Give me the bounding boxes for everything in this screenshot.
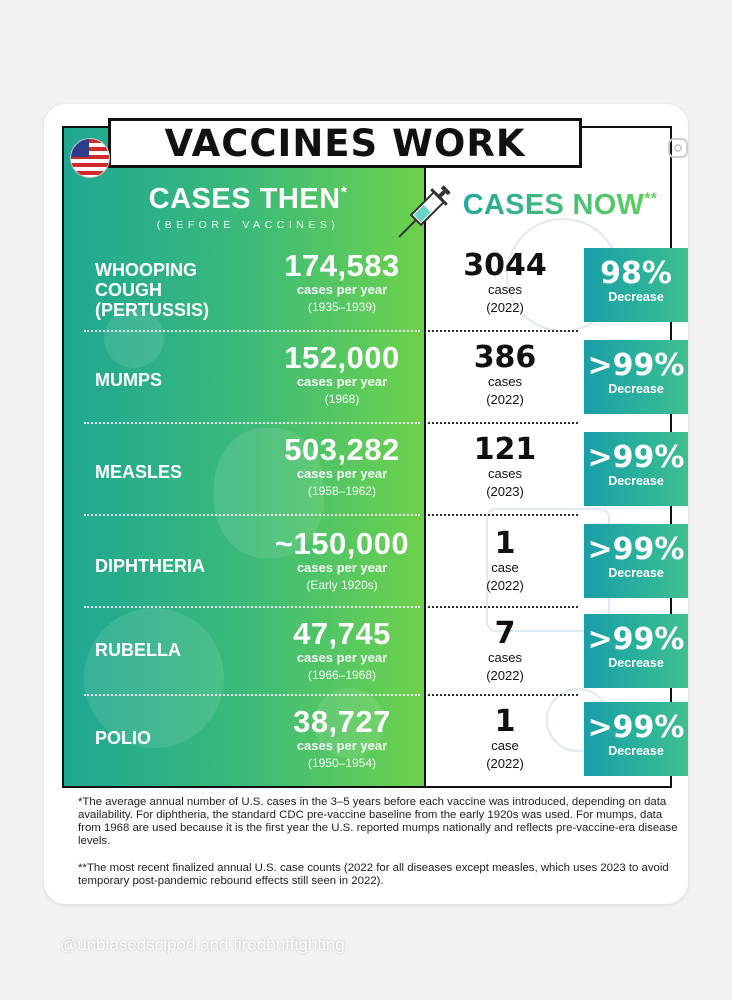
disease-name: DIPHTHERIA <box>95 556 206 576</box>
table-row <box>0 334 732 426</box>
decrease-badge <box>584 340 688 414</box>
decrease-badge <box>584 524 688 598</box>
cases-now-cell <box>432 250 578 318</box>
cases-now-value: 7 <box>494 616 516 651</box>
cases-now-cell <box>432 706 578 774</box>
cases-then-cell <box>262 342 422 409</box>
decrease-label: Decrease <box>608 474 664 488</box>
cases-then-years: (1958–1962) <box>307 484 377 498</box>
cases-then-years: (1968) <box>324 392 360 406</box>
cases-now-cell <box>432 528 578 596</box>
cases-then-value: 38,727 <box>293 704 391 739</box>
cases-now-unit: case <box>491 560 519 575</box>
cases-then-years: (Early 1920s) <box>306 578 378 592</box>
cases-now-value: 1 <box>494 704 516 739</box>
disease-name: POLIO <box>95 728 152 748</box>
cases-then-value: ~150,000 <box>274 526 410 561</box>
cases-then-unit: cases per year <box>296 466 388 481</box>
decrease-label: Decrease <box>608 744 664 758</box>
decrease-percent: >99% <box>587 348 685 383</box>
cases-then-marker: * <box>340 184 348 202</box>
disease-name: MUMPS <box>95 370 162 390</box>
table-row <box>0 692 732 784</box>
cases-now-value: 121 <box>473 432 537 467</box>
cases-then-years: (1966–1968) <box>307 668 377 682</box>
table-row <box>0 426 732 518</box>
us-flag-icon <box>70 138 110 178</box>
decrease-badge <box>584 432 688 506</box>
cases-now-unit: cases <box>488 466 522 481</box>
decrease-percent: >99% <box>587 532 685 567</box>
instagram-icon[interactable] <box>668 138 688 158</box>
cases-now-value: 1 <box>494 526 516 561</box>
cases-now-year: (2022) <box>486 392 524 407</box>
cases-now-year: (2022) <box>486 668 524 683</box>
cases-now-unit: cases <box>488 374 522 389</box>
cases-then-years: (1935–1939) <box>307 300 377 314</box>
cases-now-cell <box>432 342 578 410</box>
decrease-label: Decrease <box>608 656 664 670</box>
page-title: VACCINES WORK <box>164 121 526 165</box>
cases-now-cell <box>432 618 578 686</box>
cases-now-year: (2022) <box>486 578 524 593</box>
title-box <box>108 118 582 168</box>
cases-then-label: CASES THEN <box>148 183 341 215</box>
cases-now-marker: ** <box>644 190 658 208</box>
syringe-icon <box>388 180 454 250</box>
footnote-then: *The average annual number of U.S. cases in the 3–5 years before each vaccine was introduced, depending on data availability. For diphtheria, the standard CDC pre-vaccine baseline from the early 1920s was used. For mumps, data from 1968 are used because it is the first year the U.S. reported mumps nationally and reflects pre-vaccine-era disease levels. <box>78 796 678 847</box>
cases-now-value: 3044 <box>463 248 547 283</box>
decrease-badge <box>584 702 688 776</box>
decrease-label: Decrease <box>608 566 664 580</box>
cases-now-label: CASES NOW <box>462 189 645 221</box>
cases-then-value: 174,583 <box>284 248 400 283</box>
cases-then-heading <box>128 183 368 216</box>
decrease-percent: 98% <box>600 256 672 291</box>
cases-then-years: (1950–1954) <box>307 756 377 770</box>
decrease-badge <box>584 614 688 688</box>
cases-now-value: 386 <box>473 340 537 375</box>
footnote-now: **The most recent finalized annual U.S. case counts (2022 for all diseases except measles, which uses 2023 to avoid temporary post-pandemic rebound effects still seen in 2022). <box>78 862 669 887</box>
decrease-percent: >99% <box>587 440 685 475</box>
cases-now-year: (2022) <box>486 300 524 315</box>
disease-name: RUBELLA <box>95 640 181 660</box>
before-vaccines-subheading: (BEFORE VACCINES) <box>156 219 340 231</box>
cases-then-value: 503,282 <box>284 432 400 467</box>
cases-now-unit: case <box>491 738 519 753</box>
cases-then-cell <box>262 434 422 501</box>
cases-now-heading <box>440 189 680 222</box>
cases-now-unit: cases <box>488 650 522 665</box>
decrease-label: Decrease <box>608 290 664 304</box>
cases-then-cell <box>262 528 422 595</box>
cases-then-unit: cases per year <box>296 560 388 575</box>
cases-then-value: 47,745 <box>293 616 391 651</box>
disease-name: WHOOPING COUGH (PERTUSSIS) <box>95 260 210 320</box>
table-row <box>0 520 732 612</box>
table-row <box>0 604 732 696</box>
cases-then-cell <box>262 706 422 773</box>
cases-then-value: 152,000 <box>284 340 400 375</box>
cases-now-unit: cases <box>488 282 522 297</box>
cases-then-unit: cases per year <box>296 374 388 389</box>
disease-name: MEASLES <box>95 462 183 482</box>
cases-then-cell <box>262 250 422 317</box>
decrease-percent: >99% <box>587 710 685 745</box>
decrease-percent: >99% <box>587 622 685 657</box>
cases-now-cell <box>432 434 578 502</box>
decrease-label: Decrease <box>608 382 664 396</box>
cases-then-unit: cases per year <box>296 282 388 297</box>
cases-then-unit: cases per year <box>296 738 388 753</box>
cases-then-unit: cases per year <box>296 650 388 665</box>
table-row <box>0 244 732 336</box>
watermark-credit: @unbiasedscipod and firedbutfighting <box>60 935 345 954</box>
cases-now-year: (2022) <box>486 756 524 771</box>
cases-then-cell <box>262 618 422 685</box>
decrease-badge <box>584 248 688 322</box>
cases-now-year: (2023) <box>486 484 524 499</box>
